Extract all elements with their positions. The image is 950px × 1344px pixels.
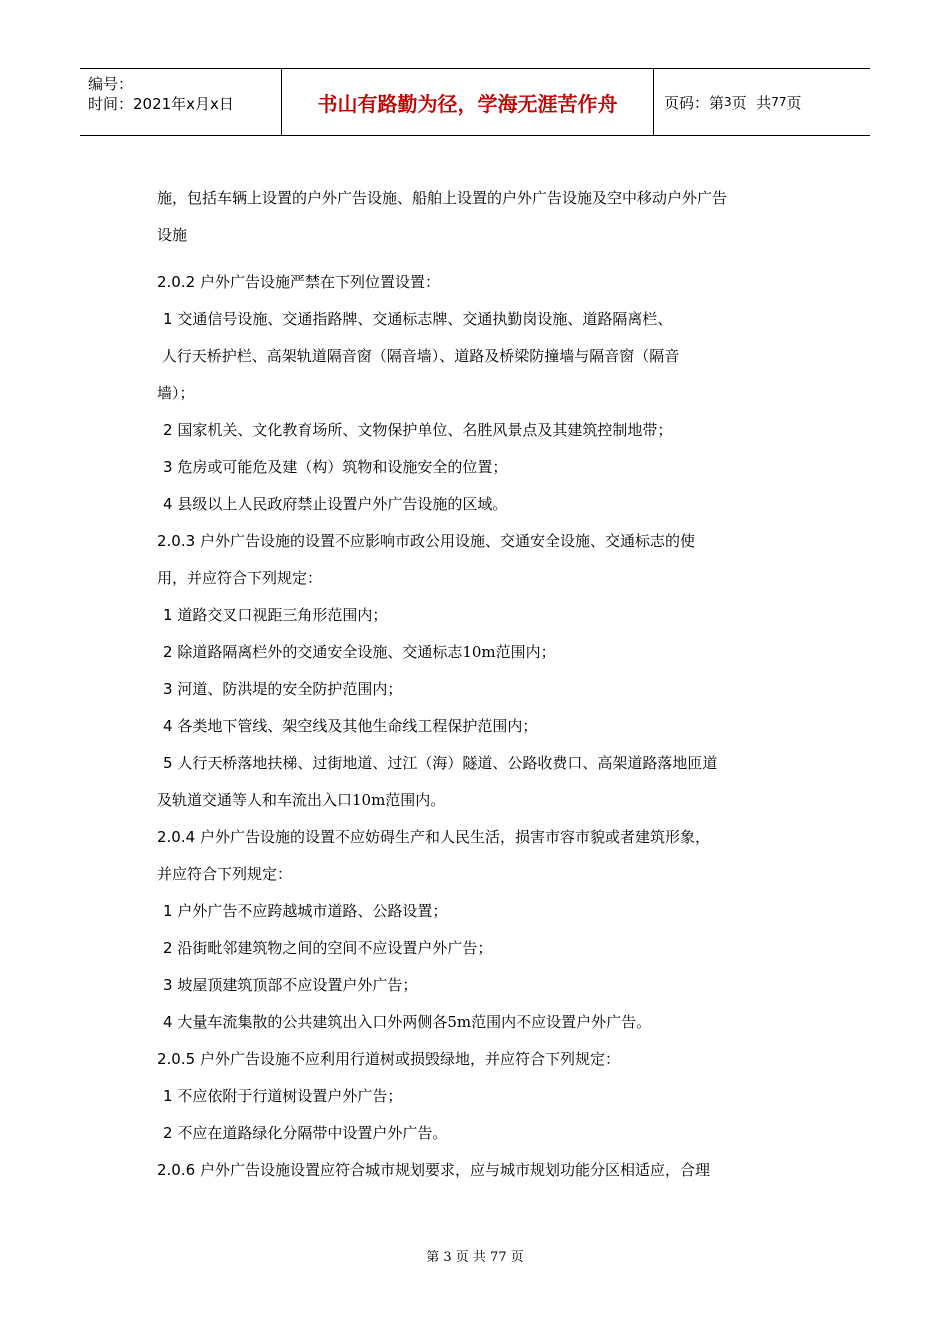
clause-number: 1 xyxy=(163,1087,173,1105)
body-line xyxy=(157,1078,807,1115)
clause-text: 道路交叉口视距三角形范围内； xyxy=(172,606,388,624)
body-line xyxy=(157,412,807,449)
body-line xyxy=(157,1115,807,1152)
clause-number: 2.0.4 xyxy=(157,828,196,846)
clause-text: 国家机关、文化教育场所、文物保护单位、名胜风景点及其建筑控制地带； xyxy=(172,421,673,439)
body-line xyxy=(157,745,807,782)
clause-text: 户外广告设施不应利用行道树或损毁绿地，并应符合下列规定： xyxy=(195,1050,620,1068)
clause-text: 各类地下管线、架空线及其他生命线工程保护范围内； xyxy=(172,717,538,735)
clause-number: 4 xyxy=(163,717,173,735)
clause-number: 2.0.2 xyxy=(157,273,196,291)
clause-number: 2 xyxy=(163,421,173,439)
clause-text: 用，并应符合下列规定： xyxy=(157,569,323,587)
clause-number: 3 xyxy=(163,976,173,994)
clause-number: 1 xyxy=(163,606,173,624)
clause-text: 设施 xyxy=(157,226,188,244)
clause-text: 交通信号设施、交通指路牌、交通标志牌、交通执勤岗设施、道路隔离栏、 xyxy=(172,310,673,328)
body-line xyxy=(157,1041,807,1078)
clause-text: 河道、防洪堤的安全防护范围内； xyxy=(172,680,403,698)
clause-number: 3 xyxy=(163,680,173,698)
time-label: 时间：2021年x月x日 xyxy=(88,95,234,113)
body-line xyxy=(157,338,807,375)
header-page-info xyxy=(654,69,870,135)
body-line xyxy=(157,449,807,486)
body-line xyxy=(157,375,807,412)
code-label: 编号： xyxy=(88,75,134,93)
page-mid: 页 共 xyxy=(731,93,772,112)
page-header xyxy=(80,68,870,136)
body-line xyxy=(157,597,807,634)
clause-number: 1 xyxy=(163,310,173,328)
page-number: 3 xyxy=(724,95,732,109)
clause-number: 2.0.5 xyxy=(157,1050,196,1068)
clause-text: 县级以上人民政府禁止设置户外广告设施的区域。 xyxy=(172,495,508,513)
clause-text: 墙）； xyxy=(157,384,195,402)
clause-text: 户外广告不应跨越城市道路、公路设置； xyxy=(172,902,448,920)
clause-text: 沿街毗邻建筑物之间的空间不应设置户外广告； xyxy=(172,939,493,957)
body-line xyxy=(157,708,807,745)
clause-text: 户外广告设施严禁在下列位置设置： xyxy=(195,273,440,291)
clause-number: 2 xyxy=(163,643,173,661)
clause-number: 2.0.3 xyxy=(157,532,196,550)
body-line xyxy=(157,264,807,301)
body-line xyxy=(157,301,807,338)
body-line xyxy=(157,782,807,819)
page-prefix: 页码：第 xyxy=(664,93,725,112)
body-line xyxy=(157,819,807,856)
clause-number: 2 xyxy=(163,939,173,957)
body-line xyxy=(157,671,807,708)
header-motto: 书山有路勤为径，学海无涯苦作舟 xyxy=(282,69,654,135)
page-total: 77 xyxy=(771,95,787,109)
clause-text: 不应在道路绿化分隔带中设置户外广告。 xyxy=(172,1124,448,1142)
clause-text: 除道路隔离栏外的交通安全设施、交通标志10m范围内； xyxy=(172,643,556,661)
clause-text: 户外广告设施的设置不应妨碍生产和人民生活，损害市容市貌或者建筑形象， xyxy=(195,828,710,846)
clause-number: 5 xyxy=(163,754,173,772)
clause-text: 户外广告设施设置应符合城市规划要求，应与城市规划功能分区相适应，合理 xyxy=(195,1161,710,1179)
body-line xyxy=(157,1152,807,1189)
document-body xyxy=(157,180,807,1189)
body-line xyxy=(157,1004,807,1041)
clause-text: 及轨道交通等人和车流出入口10m范围内。 xyxy=(157,791,446,809)
body-line xyxy=(157,180,807,217)
body-line xyxy=(157,893,807,930)
body-line xyxy=(157,217,807,254)
body-line xyxy=(157,930,807,967)
body-line xyxy=(157,634,807,671)
clause-number: 2 xyxy=(163,1124,173,1142)
body-line xyxy=(157,523,807,560)
clause-text: 大量车流集散的公共建筑出入口外两侧各5m范围内不应设置户外广告。 xyxy=(172,1013,652,1031)
clause-text: 坡屋顶建筑顶部不应设置户外广告； xyxy=(172,976,418,994)
clause-number: 4 xyxy=(163,1013,173,1031)
clause-text: 并应符合下列规定： xyxy=(157,865,293,883)
body-line xyxy=(157,856,807,893)
clause-text: 户外广告设施的设置不应影响市政公用设施、交通安全设施、交通标志的使 xyxy=(195,532,695,550)
clause-text: 人行天桥护栏、高架轨道隔音窗（隔音墙）、道路及桥梁防撞墙与隔音窗（隔音 xyxy=(157,347,680,365)
body-line xyxy=(157,967,807,1004)
page-suffix: 页 xyxy=(786,93,802,112)
clause-number: 1 xyxy=(163,902,173,920)
clause-number: 4 xyxy=(163,495,173,513)
clause-number: 3 xyxy=(163,458,173,476)
clause-text: 施，包括车辆上设置的户外广告设施、船舶上设置的户外广告设施及空中移动户外广告 xyxy=(157,189,728,207)
clause-text: 危房或可能危及建（构）筑物和设施安全的位置； xyxy=(172,458,508,476)
page-footer: 第 3 页 共 77 页 xyxy=(426,1250,524,1265)
body-line xyxy=(157,560,807,597)
body-line xyxy=(157,486,807,523)
header-meta xyxy=(80,69,282,135)
clause-text: 人行天桥落地扶梯、过街地道、过江（海）隧道、公路收费口、高架道路落地匝道 xyxy=(172,754,718,772)
clause-number: 2.0.6 xyxy=(157,1161,196,1179)
clause-text: 不应依附于行道树设置户外广告； xyxy=(172,1087,403,1105)
